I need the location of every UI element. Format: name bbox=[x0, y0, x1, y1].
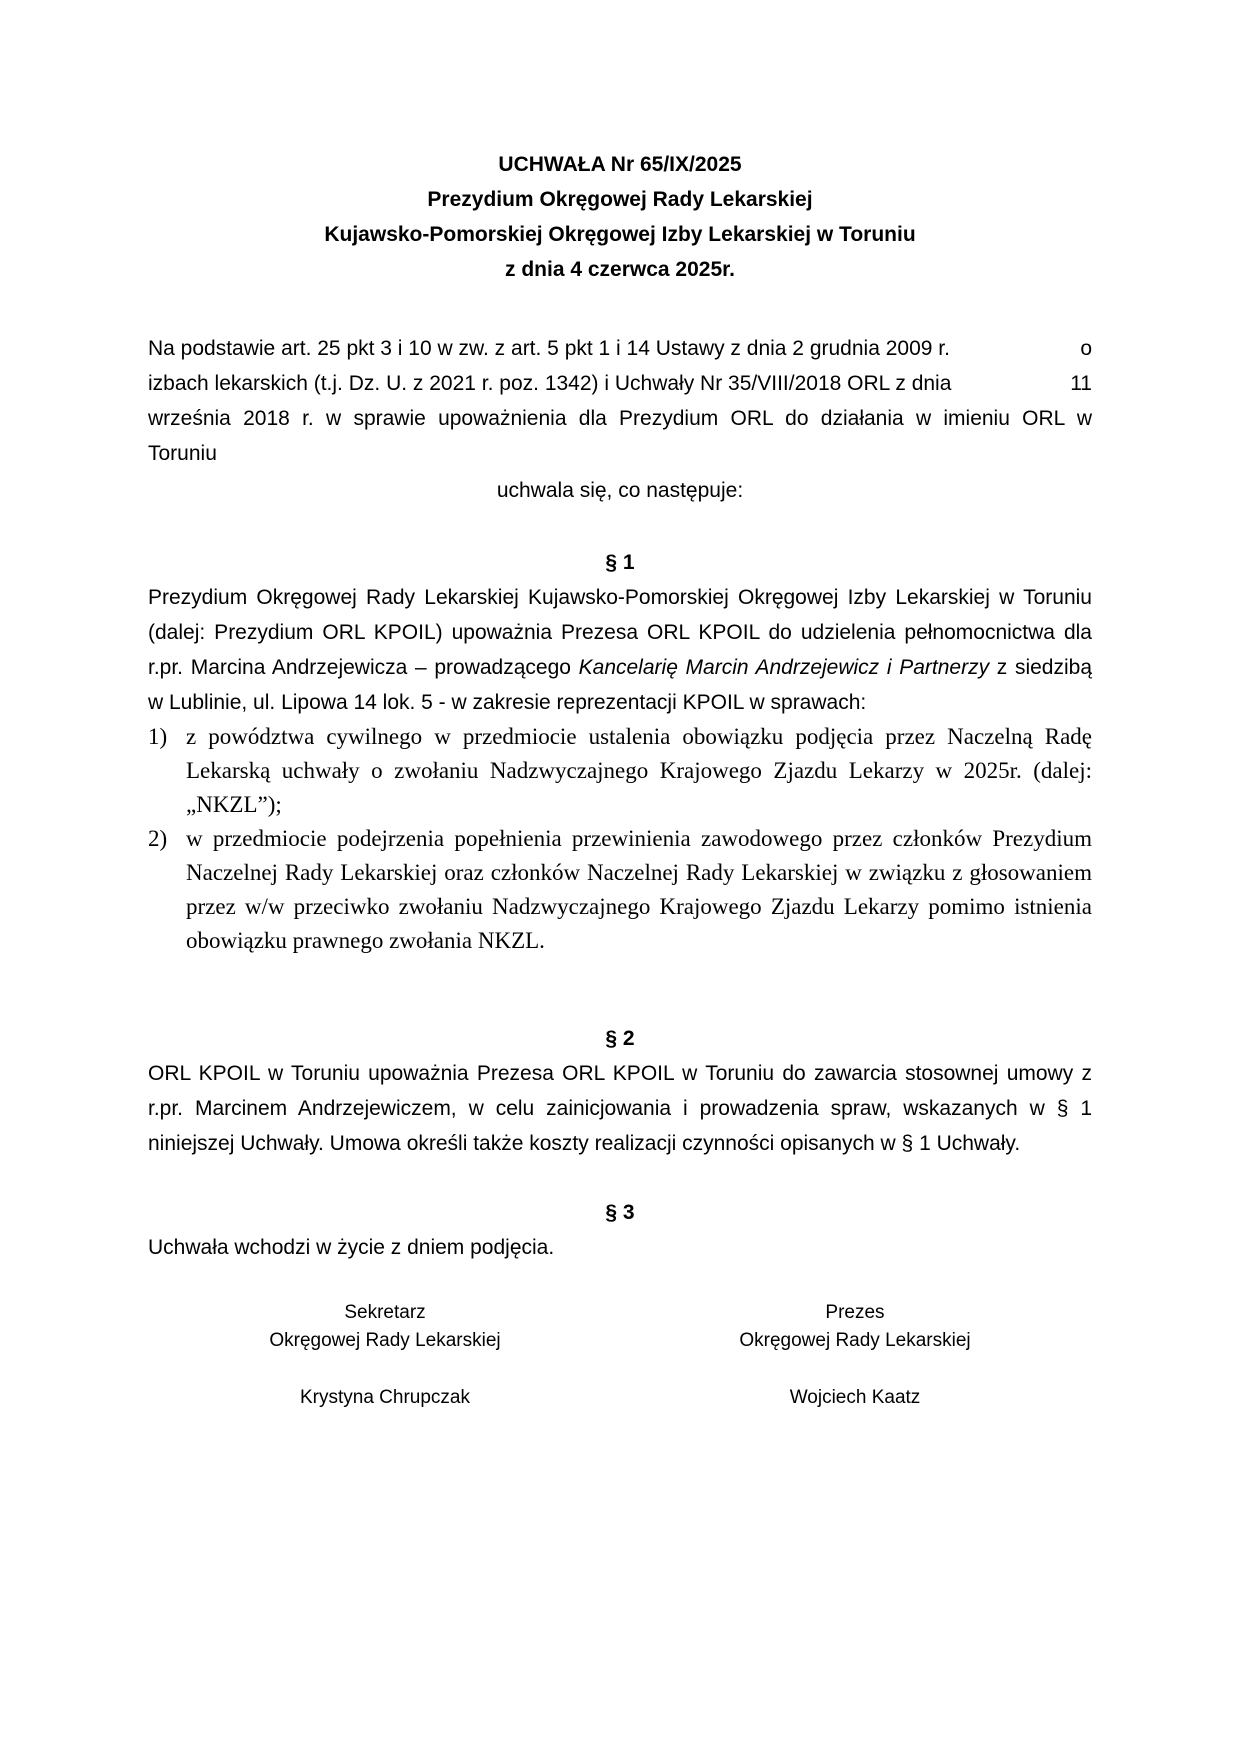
section-2-text: ORL KPOIL w Toruniu upoważnia Prezesa ORL KPOIL w Toruniu do zawarcia stosownej umowy z r.pr. Marcinem Andrzejewiczem, w celu zainicjowania i prowadzenia spraw, wskazanych w § 1 niniejszej Uchwały. Umowa określi także koszty realizacji czynności opisanych w § 1 Uchwały. bbox=[148, 1062, 1092, 1155]
law-firm-name: Kancelarię Marcin Andrzejewicz i Partnerzy bbox=[578, 656, 990, 679]
preamble-line-3: września 2018 r. w sprawie upoważnienia dla Prezydium ORL do działania w imieniu ORL w bbox=[148, 407, 1092, 430]
signature-body: Okręgowej Rady Lekarskiej bbox=[739, 1330, 971, 1351]
list-item bbox=[148, 822, 1092, 958]
list-item-text: z powództwa cywilnego w przedmiocie ustalenia obowiązku podjęcia przez Naczelną Radę Lekarską uchwały o zwołaniu Nadzwyczajnego Krajowego Zjazdu Lekarzy w 2025r. (dalej: „NKZL”); bbox=[186, 724, 1092, 817]
matters-list bbox=[148, 720, 1092, 958]
section-1-text bbox=[148, 580, 1092, 720]
resolution-date: z dnia 4 czerwca 2025r. bbox=[505, 258, 735, 281]
section-2-title: § 2 bbox=[605, 1027, 635, 1050]
preamble-line-2-end: 11 bbox=[1070, 372, 1092, 395]
list-item-number: 2) bbox=[148, 826, 168, 851]
list-item bbox=[148, 720, 1092, 822]
issuing-chamber: Kujawsko-Pomorskiej Okręgowej Izby Lekarskiej w Toruniu bbox=[324, 223, 916, 246]
signature-secretary bbox=[235, 1299, 535, 1412]
preamble-line-4: Toruniu bbox=[148, 442, 217, 465]
signature-name: Wojciech Kaatz bbox=[789, 1387, 921, 1408]
section-3-text: Uchwała wchodzi w życie z dniem podjęcia. bbox=[148, 1236, 555, 1259]
issuing-body: Prezydium Okręgowej Rady Lekarskiej bbox=[427, 188, 813, 211]
legal-basis-preamble bbox=[148, 331, 1092, 471]
section-3-title: § 3 bbox=[605, 1201, 635, 1224]
signature-role: Sekretarz bbox=[344, 1302, 426, 1323]
section-1-text-b: z siedzibą w Lublinie, ul. Lipowa 14 lok. 5 - w zakresie reprezentacji KPOIL w sprawach: bbox=[148, 656, 1093, 714]
resolution-number: UCHWAŁA Nr 65/IX/2025 bbox=[498, 153, 742, 176]
signature-role: Prezes bbox=[825, 1302, 885, 1323]
list-item-number: 1) bbox=[148, 724, 168, 749]
section-1 bbox=[148, 580, 1092, 958]
signature-president bbox=[705, 1299, 1005, 1412]
preamble-line-1: Na podstawie art. 25 pkt 3 i 10 w zw. z art. 5 pkt 1 i 14 Ustawy z dnia 2 grudnia 2009 r. bbox=[148, 337, 950, 360]
section-1-title: § 1 bbox=[605, 551, 635, 574]
decides-clause: uchwala się, co następuje: bbox=[496, 479, 744, 502]
signature-name: Krystyna Chrupczak bbox=[299, 1387, 470, 1408]
section-1-text-a: Prezydium Okręgowej Rady Lekarskiej Kujawsko-Pomorskiej Okręgowej Izby Lekarskiej w Toruniu (dalej: Prezydium ORL KPOIL) upoważnia Prezesa ORL KPOIL do udzielenia pełnomocnictwa dla r.pr. Marcina Andrzejewicza – prowadzącego bbox=[148, 586, 1092, 679]
preamble-line-1-end: o bbox=[1080, 337, 1092, 360]
preamble-line-2: izbach lekarskich (t.j. Dz. U. z 2021 r. poz. 1342) i Uchwały Nr 35/VIII/2018 ORL z dnia bbox=[148, 372, 952, 395]
list-item-text: w przedmiocie podejrzenia popełnienia przewinienia zawodowego przez członków Prezydium Naczelnej Rady Lekarskiej oraz członków Naczelnej Rady Lekarskiej w związku z głosowaniem przez w/w przeciwko zwołaniu Nadzwyczajnego Krajowego Zjazdu Lekarzy pomimo istnienia obowiązku prawnego zwołania NKZL. bbox=[186, 826, 1092, 953]
signature-body: Okręgowej Rady Lekarskiej bbox=[269, 1330, 501, 1351]
resolution-header bbox=[148, 147, 1092, 287]
